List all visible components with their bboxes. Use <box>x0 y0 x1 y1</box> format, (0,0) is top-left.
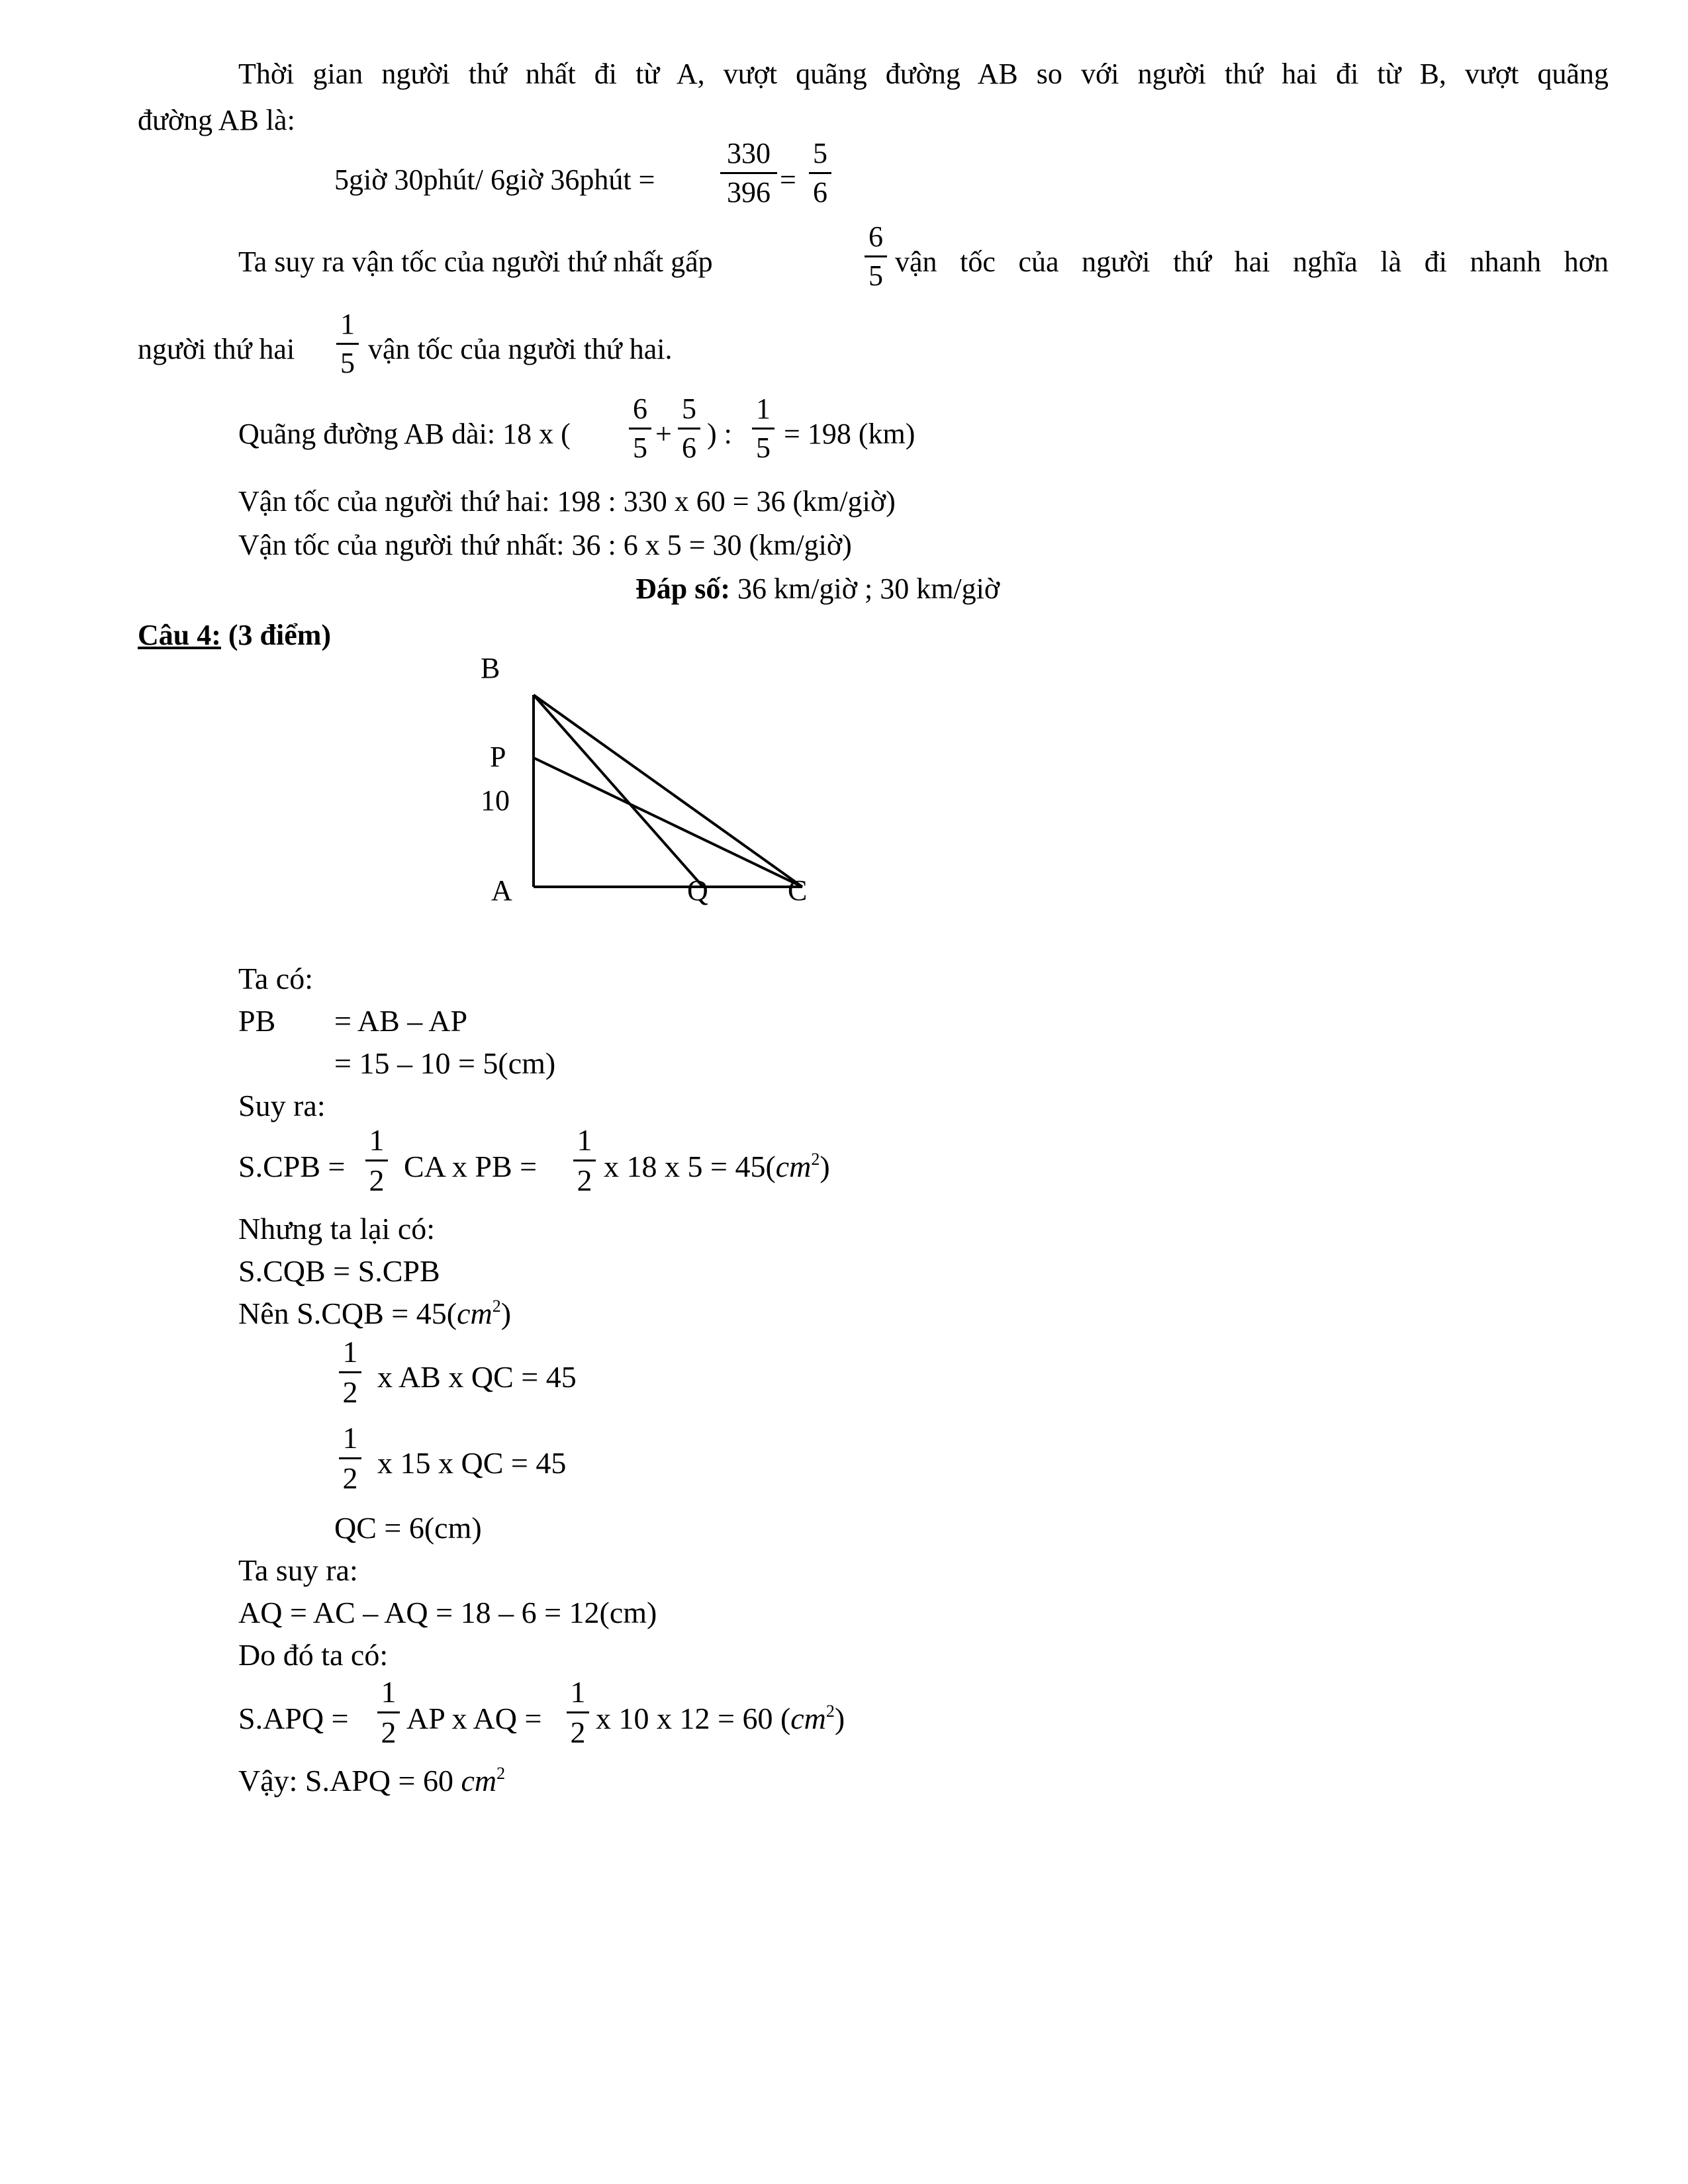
speed-ratio-text-end: vận tốc của người thứ hai. <box>368 333 673 365</box>
fraction-330-396 <box>720 139 777 207</box>
nen-text: Nên S.CQB = 45( <box>238 1297 457 1330</box>
answer-value: 36 km/giờ ; 30 km/giờ <box>737 572 1000 605</box>
label-b: B <box>481 655 500 684</box>
line-scqb-eq: S.CQB = S.CPB <box>238 1254 440 1288</box>
fraction-5-6 <box>809 139 831 207</box>
fraction-denominator: 2 <box>577 1163 592 1197</box>
fraction-numerator: 1 <box>340 308 355 340</box>
paragraph-time-comparison-cont: đường AB là: <box>138 104 295 136</box>
fraction-denominator: 2 <box>381 1715 397 1749</box>
scpb-middle: CA x PB = <box>404 1150 538 1183</box>
segment-bq <box>534 695 703 887</box>
fraction-denominator: 5 <box>756 432 771 464</box>
line-aq: AQ = AC – AQ = 18 – 6 = 12(cm) <box>238 1596 657 1629</box>
fraction-bar <box>339 1371 361 1373</box>
fraction-5-6 <box>678 394 700 463</box>
fraction-denominator: 2 <box>570 1715 586 1749</box>
fraction-bar <box>720 172 777 174</box>
fraction-denominator: 2 <box>342 1375 358 1409</box>
line-nen <box>238 1298 511 1329</box>
line-do-do: Do đó ta có: <box>238 1638 389 1672</box>
question-points: (3 điểm) <box>228 619 332 651</box>
fraction-bar <box>809 172 831 174</box>
line-pb-eq2: = 15 – 10 = 5(cm) <box>334 1046 556 1080</box>
line-pb-eq1: = AB – AP <box>334 1004 468 1038</box>
fraction-1-5 <box>752 394 774 463</box>
fraction-1-2 <box>567 1677 589 1748</box>
unit-square: 2 <box>496 1764 506 1783</box>
plus-sign: + <box>655 418 672 450</box>
fraction-numerator: 6 <box>633 392 647 425</box>
fraction-6-5 <box>865 222 887 291</box>
scpb-right-text: x 18 x 5 = 45( <box>604 1150 776 1183</box>
fraction-denominator: 2 <box>369 1163 385 1197</box>
line-ab-qc: x AB x QC = 45 <box>377 1360 577 1394</box>
fraction-denominator: 2 <box>342 1461 358 1495</box>
unit-cm: cm <box>461 1764 497 1797</box>
question-4-heading <box>138 621 331 650</box>
equals-sign: = <box>780 163 796 196</box>
fraction-1-2 <box>573 1125 596 1196</box>
sapq-middle: AP x AQ = <box>406 1702 542 1735</box>
ab-distance-result: = 198 (km) <box>784 418 915 450</box>
fraction-numerator: 5 <box>682 392 696 425</box>
fraction-bar <box>629 428 651 430</box>
fraction-numerator: 5 <box>813 137 827 169</box>
sapq-right <box>596 1704 845 1734</box>
sapq-right-text: x 10 x 12 = 60 ( <box>596 1702 791 1735</box>
speed-ratio-text: Ta suy ra vận tốc của người thứ nhất gấp <box>238 246 713 278</box>
segment-bc <box>534 695 802 887</box>
unit-square: 2 <box>492 1297 501 1316</box>
fraction-denominator: 5 <box>633 432 647 464</box>
fraction-bar <box>573 1160 596 1161</box>
label-c: C <box>788 874 808 907</box>
sapq-left: S.APQ = <box>238 1702 349 1735</box>
line-15-qc: x 15 x QC = 45 <box>377 1446 567 1480</box>
unit-cm: cm <box>457 1297 492 1330</box>
fraction-1-2 <box>339 1337 361 1408</box>
fraction-bar <box>752 428 774 430</box>
triangle-diagram <box>463 655 834 920</box>
question-number: Câu 4: <box>138 619 221 651</box>
label-10: 10 <box>481 784 510 817</box>
label-q: Q <box>687 874 708 907</box>
unit-cm: cm <box>790 1702 826 1735</box>
unit-cm: cm <box>775 1150 812 1183</box>
speed-ratio-text-line2: người thứ hai <box>138 333 295 365</box>
fraction-bar <box>336 343 359 345</box>
line-ta-suy-ra: Ta suy ra: <box>238 1553 358 1587</box>
fraction-numerator: 1 <box>369 1123 385 1157</box>
fraction-6-5 <box>629 394 651 463</box>
fraction-bar <box>678 428 700 430</box>
segment-pc <box>534 758 802 887</box>
fraction-1-2 <box>377 1677 400 1748</box>
speed-ratio-text-cont: vận tốc của người thứ hai nghĩa là đi nhanh hơn <box>895 246 1609 278</box>
speed-first-person: Vận tốc của người thứ nhất: 36 : 6 x 5 = 30 (km/giờ) <box>238 529 852 561</box>
fraction-bar <box>865 255 887 257</box>
fraction-numerator: 1 <box>570 1675 586 1709</box>
line-qc: QC = 6(cm) <box>334 1511 482 1545</box>
fraction-1-2 <box>365 1125 388 1196</box>
fraction-numerator: 1 <box>756 392 771 425</box>
scpb-right <box>604 1152 830 1182</box>
fraction-numerator: 1 <box>577 1123 592 1157</box>
label-p: P <box>490 741 506 773</box>
fraction-denominator: 396 <box>727 176 771 208</box>
speed-second-person: Vận tốc của người thứ hai: 198 : 330 x 60 = 36 (km/giờ) <box>238 485 896 518</box>
fraction-numerator: 1 <box>381 1675 397 1709</box>
ab-distance-text-div: ) : <box>707 418 732 450</box>
fraction-bar <box>377 1711 400 1713</box>
close-paren: ) <box>500 1297 512 1330</box>
fraction-bar <box>567 1711 589 1713</box>
line-pb-label: PB <box>238 1004 276 1038</box>
fraction-bar <box>339 1457 361 1459</box>
fraction-denominator: 5 <box>340 347 355 379</box>
line-vay <box>238 1766 505 1796</box>
fraction-1-2 <box>339 1423 361 1494</box>
fraction-numerator: 6 <box>868 220 883 253</box>
vay-text: Vậy: S.APQ = 60 <box>238 1764 453 1797</box>
fraction-1-5 <box>336 310 359 378</box>
ab-distance-text: Quãng đường AB dài: 18 x ( <box>238 418 571 450</box>
fraction-denominator: 5 <box>868 259 883 292</box>
label-a: A <box>491 874 512 907</box>
paragraph-time-comparison: Thời gian người thứ nhất đi từ A, vượt quãng đường AB so với người thứ hai đi từ B, vượt quãng <box>238 58 1609 90</box>
unit-square: 2 <box>811 1150 820 1169</box>
close-paren: ) <box>820 1150 830 1183</box>
fraction-denominator: 6 <box>813 176 827 208</box>
answer <box>635 574 1000 604</box>
line-nhung: Nhưng ta lại có: <box>238 1212 436 1246</box>
line-ta-co: Ta có: <box>238 962 314 995</box>
scpb-left: S.CPB = <box>238 1150 346 1183</box>
fraction-numerator: 1 <box>342 1421 358 1455</box>
fraction-bar <box>365 1160 388 1161</box>
fraction-numerator: 330 <box>727 137 771 169</box>
close-paren: ) <box>834 1702 845 1735</box>
ratio-text: 5giờ 30phút/ 6giờ 36phút = <box>334 163 655 196</box>
fraction-denominator: 6 <box>682 432 696 464</box>
unit-square: 2 <box>825 1702 835 1721</box>
line-suy-ra: Suy ra: <box>238 1089 326 1122</box>
fraction-numerator: 1 <box>342 1335 358 1369</box>
answer-label: Đáp số: <box>635 572 731 605</box>
